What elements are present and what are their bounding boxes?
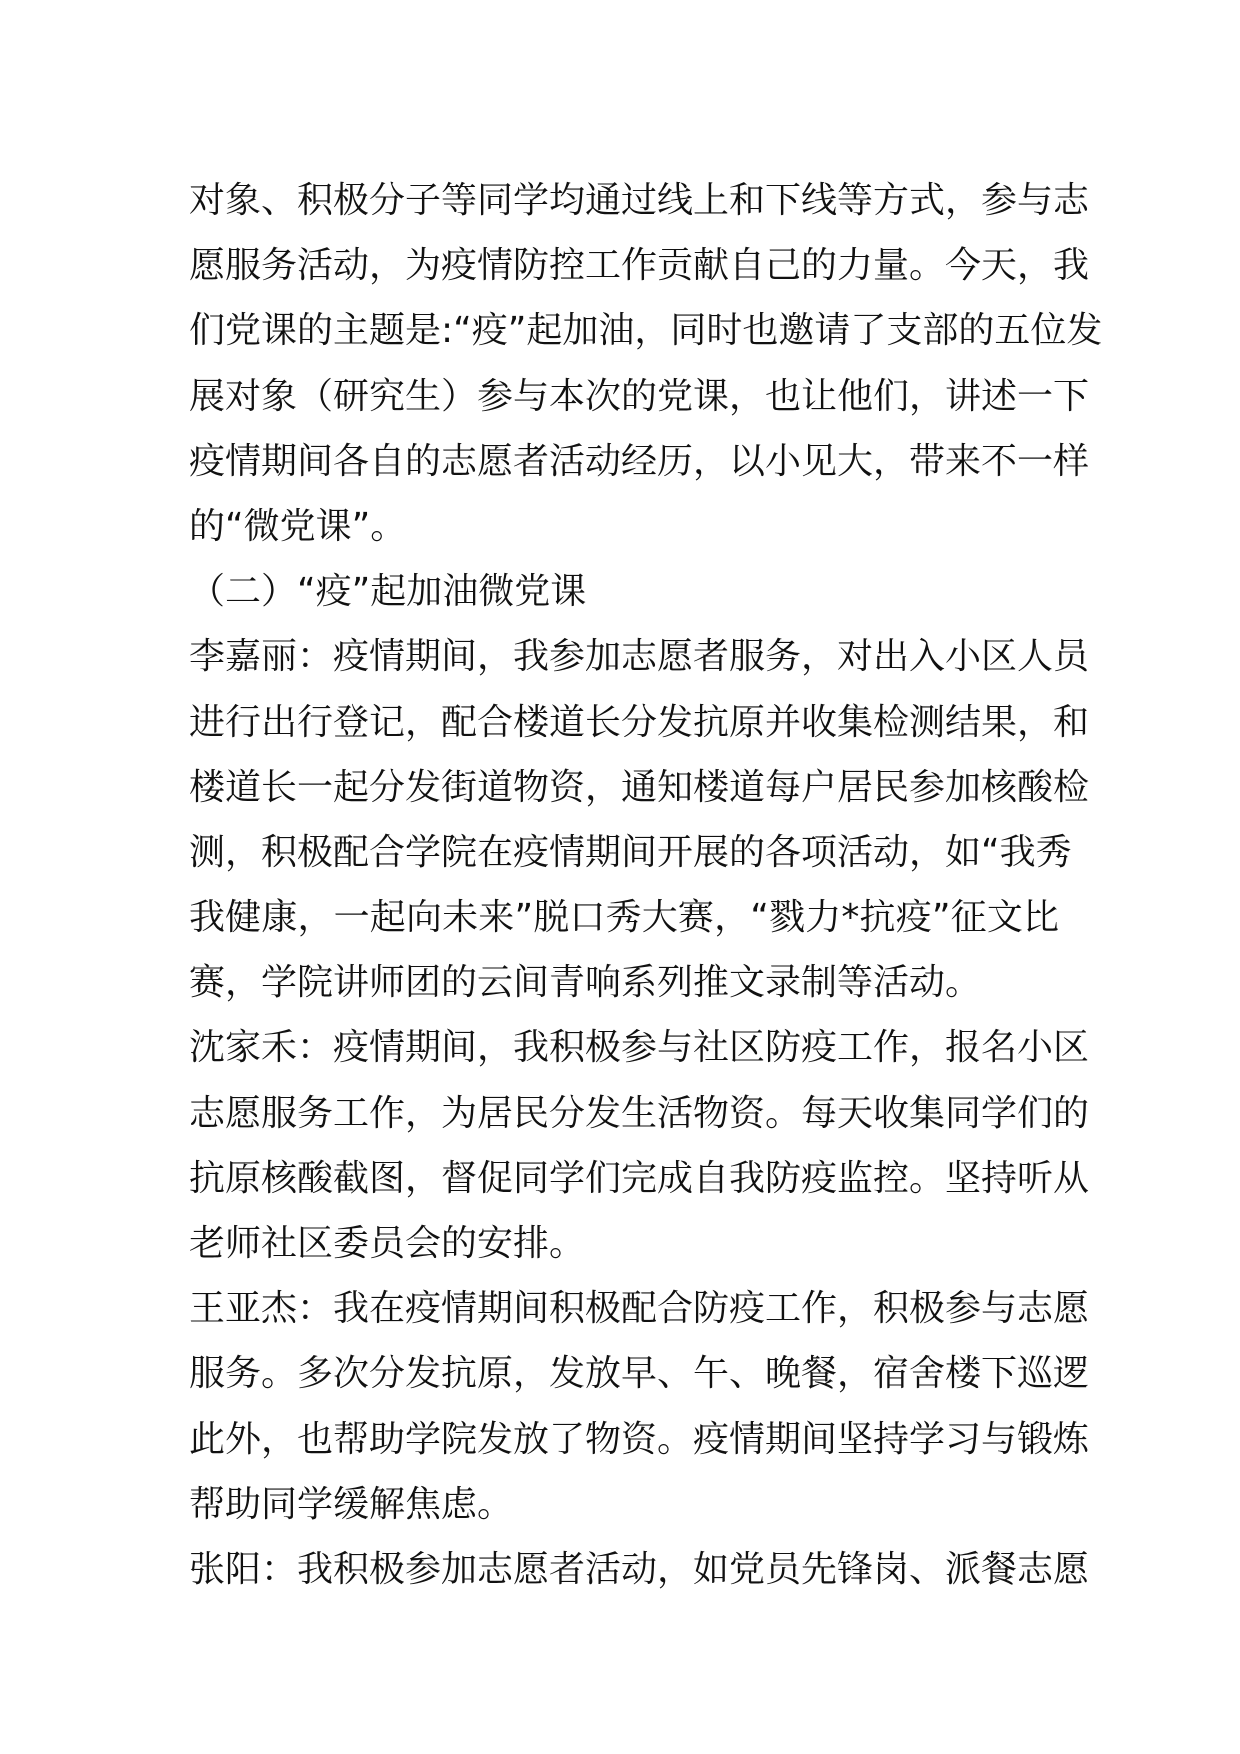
text-line: 愿服务活动，为疫情防控工作贡献自己的力量。今天，我 bbox=[189, 245, 1090, 287]
text-line: 疫情期间各自的志愿者活动经历，以小见大，带来不一样 bbox=[189, 440, 1090, 482]
section-heading: （二）“疫”起加油微党课 bbox=[189, 571, 587, 613]
text-line: 李嘉丽：疫情期间，我参加志愿者服务，对出入小区人员 bbox=[189, 636, 1090, 678]
text-line: 服务。多次分发抗原，发放早、午、晚餐，宿舍楼下巡逻 bbox=[189, 1353, 1090, 1395]
text-line: 老师社区委员会的安排。 bbox=[189, 1223, 586, 1264]
text-line: 王亚杰：我在疫情期间积极配合防疫工作，积极参与志愿 bbox=[189, 1288, 1090, 1330]
text-line: 张阳：我积极参加志愿者活动，如党员先锋岗、派餐志愿 bbox=[189, 1548, 1090, 1590]
text-line: 测，积极配合学院在疫情期间开展的各项活动，如“我秀 bbox=[189, 831, 1072, 873]
text-line: 进行出行登记，配合楼道长分发抗原并收集检测结果，和 bbox=[189, 701, 1090, 743]
text-line: 赛，学院讲师团的云间青响系列推文录制等活动。 bbox=[189, 962, 982, 1004]
text-line: 此外，也帮助学院发放了物资。疫情期间坚持学习与锻炼 bbox=[189, 1418, 1090, 1460]
document-body bbox=[189, 168, 1103, 1602]
text-line: 的“微党课”。 bbox=[189, 505, 407, 547]
text-line: 帮助同学缓解焦虑。 bbox=[189, 1483, 514, 1525]
text-line: 志愿服务工作，为居民分发生活物资。每天收集同学们的 bbox=[189, 1092, 1090, 1134]
text-line: 展对象（研究生）参与本次的党课，也让他们，讲述一下 bbox=[189, 375, 1090, 417]
text-line: 对象、积极分子等同学均通过线上和下线等方式，参与志 bbox=[189, 180, 1090, 221]
text-line: 我健康，一起向未来”脱口秀大赛，“戮力*抗疫”征文比 bbox=[189, 897, 1059, 939]
text-line: 楼道长一起分发街道物资，通知楼道每户居民参加核酸检 bbox=[189, 766, 1090, 808]
text-line: 们党课的主题是:“疫”起加油，同时也邀请了支部的五位发 bbox=[189, 310, 1103, 352]
text-line: 抗原核酸截图，督促同学们完成自我防疫监控。坚持听从 bbox=[189, 1157, 1090, 1199]
text-line: 沈家禾：疫情期间，我积极参与社区防疫工作，报名小区 bbox=[189, 1027, 1090, 1069]
